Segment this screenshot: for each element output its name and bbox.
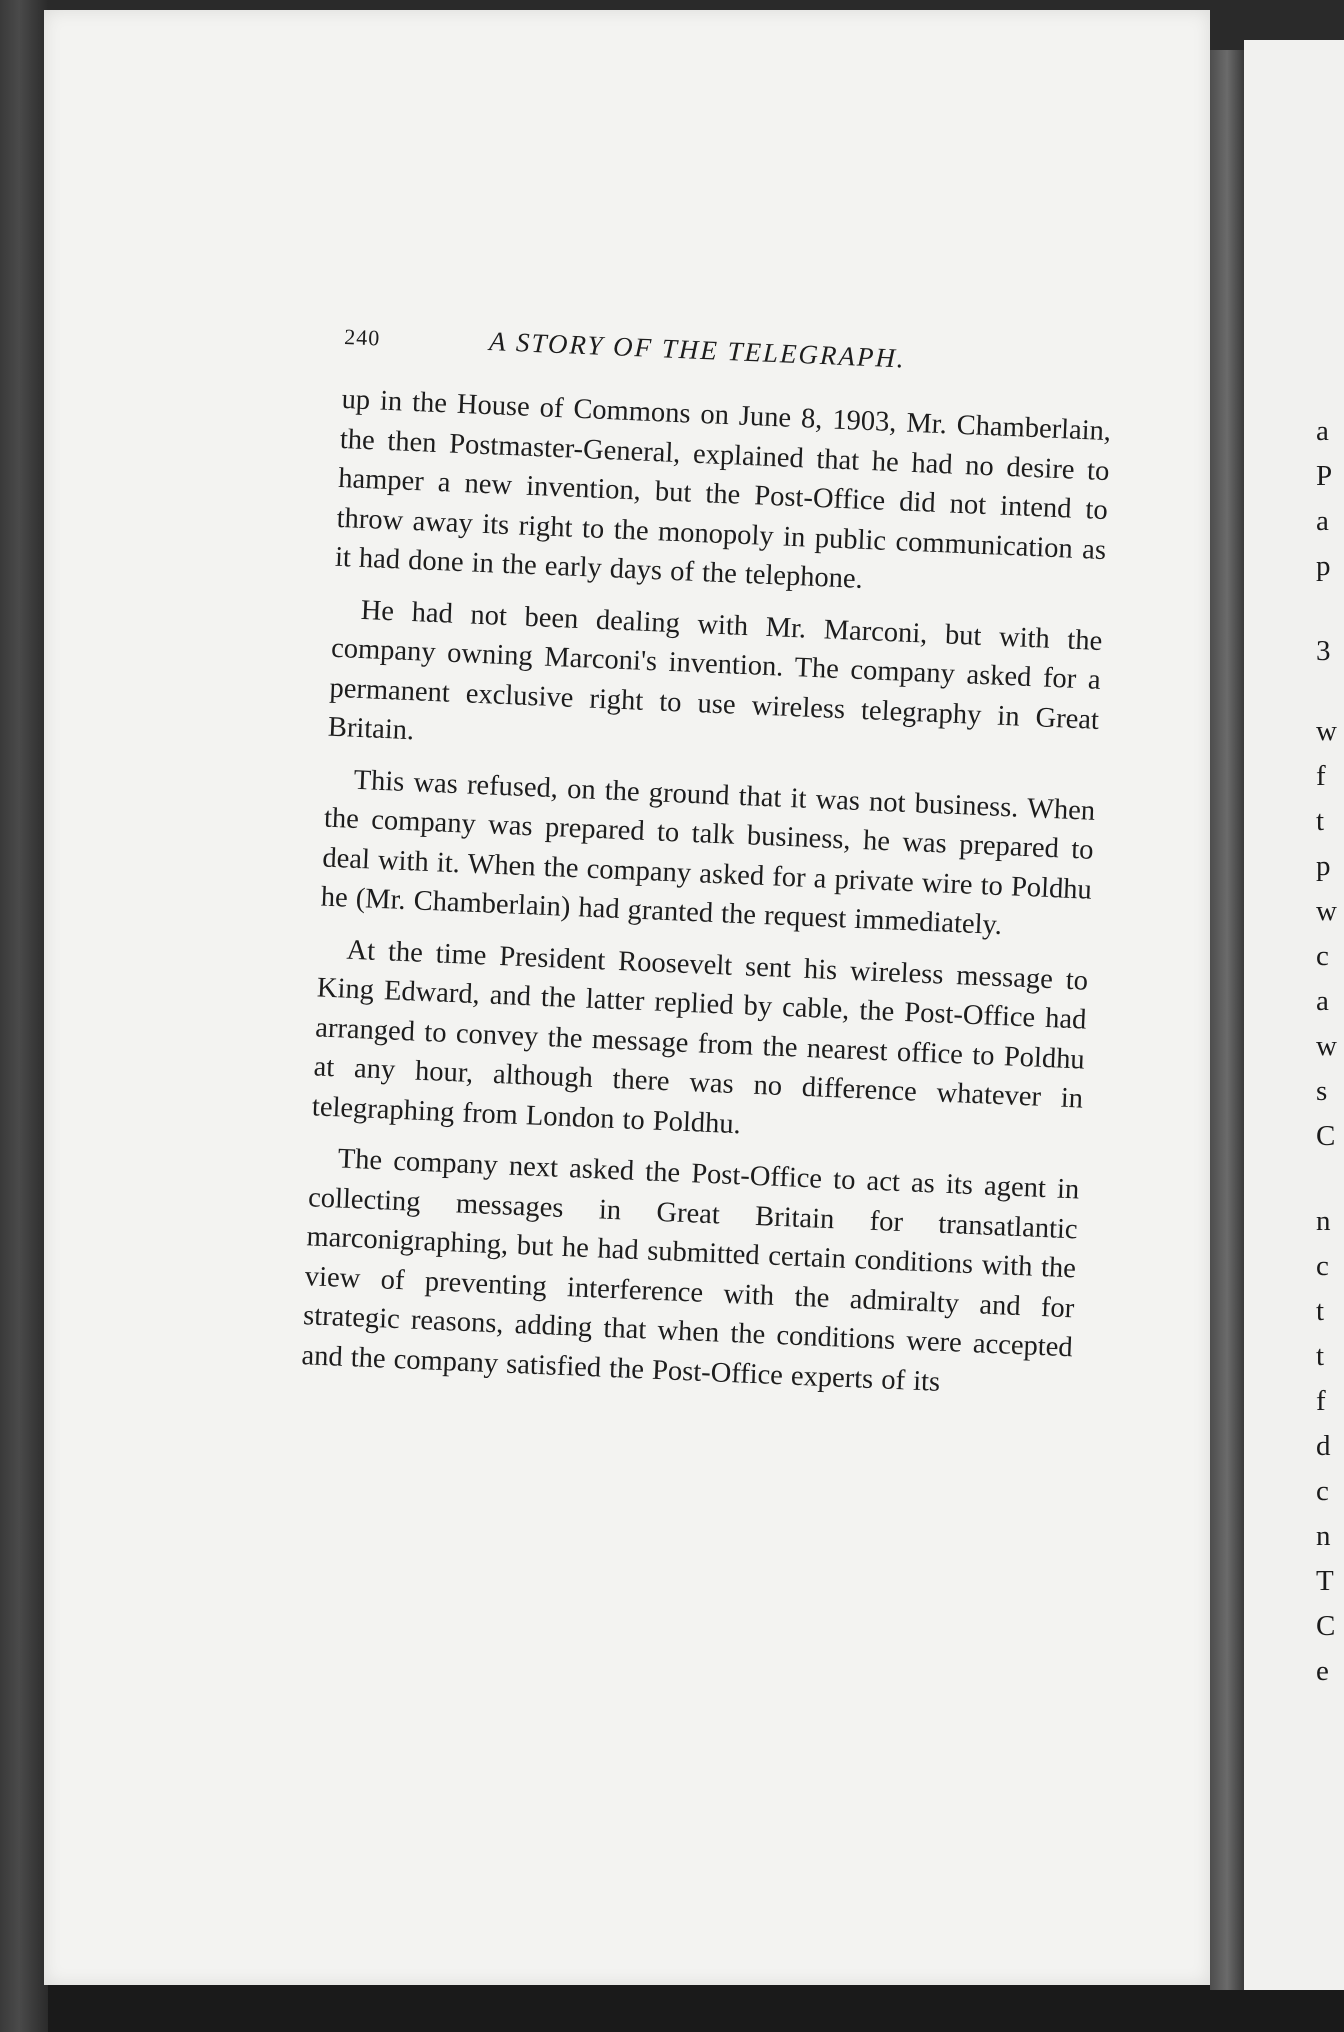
paragraph: The company next asked the Post-Office to act as its agent in collecting messages in Great Britain for transatlantic marconigraphing, but he had submitted certain conditions with the view of preventing interference with the admiralty and for strategic reasons, adding that when the conditions were accepted and the company satisfied the Post-Office experts of its	[300, 1143, 1080, 1398]
facing-page-fragment: C	[1316, 1610, 1336, 1642]
facing-page-fragment: c	[1316, 1250, 1329, 1282]
facing-page-fragment: T	[1316, 1565, 1334, 1597]
left-binding-edge	[0, 0, 48, 2032]
paragraph: This was refused, on the ground that it was not business. When the company was prepared to talk business, he was prepared to deal with it. When the company asked for a private wire to Poldhu he (Mr. Chamberlain) had granted the request immediately.	[320, 764, 1096, 942]
facing-page-fragment: C	[1316, 1120, 1336, 1152]
facing-page-fragment: 3	[1316, 635, 1331, 667]
facing-page-fragment: p	[1316, 550, 1331, 582]
page-text-block	[300, 320, 1114, 1419]
gutter-shadow	[1210, 50, 1244, 1990]
facing-page-fragment: n	[1316, 1205, 1331, 1237]
page-number: 240	[343, 323, 381, 351]
facing-page-fragment: f	[1316, 1385, 1326, 1417]
paragraph: He had not been dealing with Mr. Marconi, but with the company owning Marconi's invention. The company asked for a permanent exclusive right to use wireless telegraphy in Great Britain.	[327, 594, 1103, 747]
facing-page-fragment: d	[1316, 1430, 1331, 1462]
paragraph: At the time President Roosevelt sent his wireless message to King Edward, and the latter replied by cable, the Post-Office had arranged to convey the message from the nearest office to Poldhu at any hour, although there was no difference whatever in telegraphing from London to Poldhu.	[311, 934, 1089, 1140]
facing-page-fragment: s	[1316, 1075, 1328, 1107]
facing-page-fragment: c	[1316, 1475, 1329, 1507]
facing-page	[1244, 40, 1344, 1990]
facing-page-fragment: n	[1316, 1520, 1331, 1552]
running-title: A STORY OF THE TELEGRAPH.	[488, 326, 907, 374]
facing-page-fragment: c	[1316, 940, 1329, 972]
facing-page-fragment: w	[1316, 715, 1337, 747]
facing-page-fragment: w	[1316, 895, 1337, 927]
paragraph: up in the House of Commons on June 8, 1903, Mr. Chamberlain, the then Postmaster-General, explained that he had no desire to hamper a new invention, but the Post-Office did not intend to throw away its right to the monopoly in public communication as it had done in the early days of the telephone.	[334, 383, 1112, 595]
facing-page-fragment: p	[1316, 850, 1331, 882]
facing-page-fragment: t	[1316, 1340, 1325, 1372]
facing-page-fragment: a	[1316, 985, 1329, 1017]
facing-page-fragment: P	[1316, 460, 1333, 492]
facing-page-fragment: f	[1316, 760, 1326, 792]
facing-page-fragment: w	[1316, 1030, 1337, 1062]
facing-page-fragment: t	[1316, 1295, 1325, 1327]
facing-page-fragment: e	[1316, 1655, 1329, 1687]
facing-page-fragment: t	[1316, 805, 1325, 837]
facing-page-fragment: a	[1316, 505, 1329, 537]
facing-page-fragment: a	[1316, 415, 1329, 447]
